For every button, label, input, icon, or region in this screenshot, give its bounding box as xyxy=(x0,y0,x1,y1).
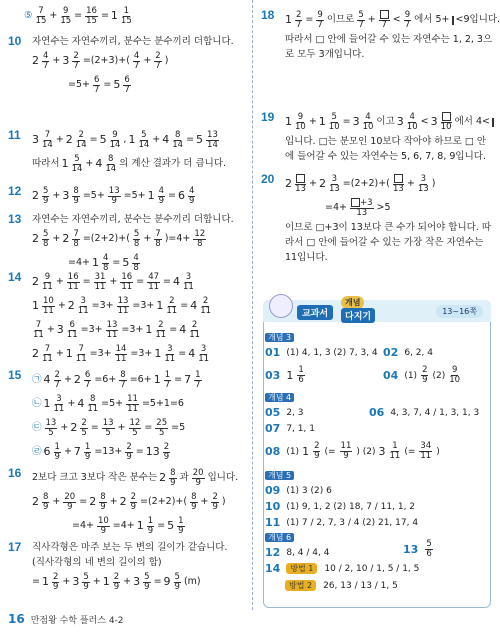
section-label: 개념 3 xyxy=(265,332,294,343)
problem-17: 17 직사각형은 마주 보는 두 변의 길이가 같습니다. (직사각형의 네 변의 길이의 합) = 1 $\frac{2}{9}$ + 3 $\frac{5}{9}$ + 1 $\frac{2}{9}$ + 3 $\frac{5}{9}$ = 9 $\frac{5}{9}$ (m) xyxy=(8,540,246,594)
answer-02: 02 6, 2, 4 xyxy=(383,346,433,359)
problem-16: 16 2보다 크고 3보다 작은 분수는 2 $\frac{8}{9}$ 과 $\frac{20}{9}$ 입니다. 2 $\frac{8}{9}$ + $\frac{20}{9}$ = 2 $\frac{8}{9}$ + 2 $\frac{2}{9}$ =(2+2)+( $\frac{8}{9}$ + $\frac{2}{9}$ ) =4+ $\frac{10}{9}$ =4+ 1 $\frac{1}{9}$ = 5 $\frac{1}{9}$ xyxy=(8,466,246,538)
answer-04: 04 (1) $\frac{2}{9}$ (2) $\frac{9}{10}$ xyxy=(383,365,461,385)
p18-text: 따라서 □ 안에 들어갈 수 있는 자연수는 1, 2, 3으로 모두 3개입니다. xyxy=(285,34,493,60)
panel-title-1: 교과서 xyxy=(297,305,333,320)
answer-06: 06 4, 3, 7, 4 / 1, 3, 1, 3 xyxy=(369,406,480,419)
panel-header xyxy=(263,300,491,322)
problem-number: 12 xyxy=(8,184,22,198)
answer-14: 14 방법 1 10 / 2, 10 / 1, 5 / 1, 5 xyxy=(265,562,420,575)
problem-number: 20 xyxy=(261,172,275,186)
problem-number: 10 xyxy=(8,34,22,48)
panel-title-2: 개념 xyxy=(341,296,364,309)
answer-13: 13 $\frac{5}{6}$ xyxy=(403,539,432,559)
problem-11: 11 3 $\frac{7}{14}$ + 2 $\frac{2}{14}$ = 5 $\frac{9}{14}$ , 1 $\frac{5}{14}$ + 4 $\frac{8}{14}$ = 5 $\frac{13}{14}$ 따라서 1 $\frac{5}{14}$ + 4 $\frac{8}{14}$ 의 계산 결과가 더 큽니다. xyxy=(8,128,246,176)
p9-line: ⑤ $\frac{7}{15}$ + $\frac{9}{15}$ = $\frac{16}{15}$ = 1 $\frac{1}{15}$ xyxy=(24,5,132,26)
answer-01: 01 (1) 4, 1, 3 (2) 7, 3, 4 xyxy=(265,346,378,359)
problem-20: 20 2 13 + 2 $\frac{3}{13}$ =(2+2)+( 13 + $\frac{3}{13}$ ) =4+ $\frac{+3}{13}$ >5 이므로 □+3이 13보다 큰 수가 되어야 합니다. 따라서 □ 안에 들어갈 수 있는 가장 작은 자연수는 11입니다. xyxy=(261,172,494,265)
problem-number: 14 xyxy=(8,270,22,284)
penguin-mascot-icon xyxy=(269,294,293,318)
problem-number: 13 xyxy=(8,212,22,226)
problem-19: 19 1 $\frac{9}{10}$ + 1 $\frac{5}{10}$ = 3 $\frac{4}{10}$ 이고 3 $\frac{4}{10}$ < 3 10 에서 4< 입니다. □는 분모인 10보다 작아야 하므로 □ 안에 들어갈 수 있는 자연수는 5, 6, 7, 8, 9입니다. xyxy=(261,110,494,164)
problem-number: 19 xyxy=(261,110,275,124)
section-label: 개념 5 xyxy=(265,470,294,481)
problem-10: 10 자연수는 자연수끼리, 분수는 분수끼리 더합니다. 2 $\frac{4}{7}$ + 3 $\frac{2}{7}$ =(2+3)+( $\frac{4}{7}$ + $\frac{2}{7}$ ) =5+ $\frac{6}{7}$ = 5 $\frac{6}{7}$ xyxy=(8,34,246,97)
answer-11: 11 (1) 7 / 2, 7, 3 / 4 (2) 21, 17, 4 xyxy=(265,516,419,529)
section-label: 개념 6 xyxy=(265,532,294,543)
answer-09: 09 (1) 3 (2) 6 xyxy=(265,484,332,497)
left-column xyxy=(0,0,252,610)
book-title: 만점왕 수학 플러스 4-2 xyxy=(30,616,124,626)
problem-9-tail xyxy=(8,5,246,26)
p11-text: 따라서 1 $\frac{5}{14}$ + 4 $\frac{8}{14}$ 의 계산 결과가 더 큽니다. xyxy=(32,153,227,174)
problem-number: 16 xyxy=(8,466,22,480)
page-footer xyxy=(8,612,124,626)
answer-10: 10 (1) 9, 1, 2 (2) 18, 7 / 11, 1, 2 xyxy=(265,500,416,513)
problem-12: 12 2 $\frac{5}{9}$ + 3 $\frac{8}{9}$ =5+ $\frac{13}{9}$ =5+ 1 $\frac{4}{9}$ = 6 $\frac{4}{9}$ xyxy=(8,184,195,206)
p16-text: 2보다 크고 3보다 작은 분수는 2 $\frac{8}{9}$ 과 $\frac{20}{9}$ 입니다. xyxy=(32,467,239,488)
problem-14: 14 2 $\frac{9}{11}$ + $\frac{16}{11}$ = $\frac{31}{11}$ + $\frac{16}{11}$ = $\frac{47}{11}$ = 4 $\frac{3}{11}$ 1 $\frac{10}{11}$ + 2 $\frac{3}{11}$ =3+ $\frac{13}{11}$ =3+ 1 $\frac{2}{11}$ = 4 $\frac{2}{11}$ $\frac{7}{11}$ + 3 $\frac{6}{11}$ =3+ $\frac{13}{11}$ =3+ 1 $\frac{2}{11}$ = 4 $\frac{2}{11}$ 2 $\frac{7}{11}$ + 1 $\frac{7}{11}$ =3+ $\frac{14}{11}$ =3+ 1 $\frac{3}{11}$ = 4 $\frac{3}{11}$ xyxy=(8,270,212,364)
answer-08: 08 (1) 1 $\frac{2}{9}$ (= $\frac{11}{9}$ ) (2) 3 $\frac{1}{11}$ (= $\frac{34}{11}$ ) xyxy=(265,441,440,461)
problem-number: 15 xyxy=(8,368,22,382)
p13-text: 자연수는 자연수끼리, 분수는 분수끼리 더합니다. xyxy=(32,214,234,225)
problem-number: 11 xyxy=(8,128,21,142)
problem-13: 13 자연수는 자연수끼리, 분수는 분수끼리 더합니다. 2 $\frac{5}{8}$ + 2 $\frac{7}{8}$ =(2+2)+( $\frac{5}{8}$ + $\frac{7}{8}$ )=4+ $\frac{12}{8}$ =4+ 1 $\frac{4}{8}$ = 5 $\frac{4}{8}$ xyxy=(8,212,246,275)
problem-number: 17 xyxy=(8,540,22,554)
section-label: 개념 4 xyxy=(265,392,294,403)
p10-text: 자연수는 자연수끼리, 분수는 분수끼리 더합니다. xyxy=(32,36,234,47)
p20-text: 이므로 □+3이 13보다 큰 수가 되어야 합니다. 따라서 □ 안에 들어갈 수 있는 가장 작은 자연수는 11입니다. xyxy=(285,222,492,263)
answer-14-method2: 방법 2 26, 13 / 13 / 1, 5 xyxy=(285,580,398,591)
p17-text: 직사각형은 마주 보는 두 변의 길이가 같습니다. xyxy=(32,542,228,553)
page-number: 16 xyxy=(8,612,25,626)
panel-pages: 13~16쪽 xyxy=(436,305,483,318)
p17-text2: (직사각형의 네 변의 길이의 합) xyxy=(32,557,162,568)
right-column xyxy=(252,0,500,610)
problem-number: 18 xyxy=(261,8,275,22)
answer-03: 03 1 $\frac{1}{6}$ xyxy=(265,365,304,385)
answer-05: 05 2, 3 xyxy=(265,406,304,419)
answer-07: 07 7, 1, 1 xyxy=(265,422,315,435)
p19-text: 입니다. □는 분모인 10보다 작아야 하므로 □ 안에 들어갈 수 있는 자연수는 5, 6, 7, 8, 9입니다. xyxy=(285,136,487,162)
problem-18: 18 1 $\frac{2}{7}$ = $\frac{9}{7}$ 이므로 $\frac{5}{7}$ + 7 < $\frac{9}{7}$ 에서 5+ <9입니다. 따라서 □ 안에 들어갈 수 있는 자연수는 1, 2, 3으로 모두 3개입니다. xyxy=(261,8,500,60)
problem-15: 15 ㉠ 4 $\frac{2}{7}$ + 2 $\frac{6}{7}$ =6+ $\frac{8}{7}$ =6+ 1 $\frac{1}{7}$ = 7 $\frac{1}{7}$ ㉡ 1 $\frac{3}{11}$ + 4 $\frac{8}{11}$ =5+ $\frac{11}{11}$ =5+1=6 ㉢ $\frac{13}{5}$ + 2 $\frac{2}{5}$ = $\frac{13}{5}$ + $\frac{12}{5}$ = $\frac{25}{5}$ =5 ㉣ 6 $\frac{1}{9}$ + 7 $\frac{1}{9}$ =13+ $\frac{2}{9}$ = 13 $\frac{2}{9}$ xyxy=(8,368,201,462)
panel-title-3: 다지기 xyxy=(341,308,375,323)
answer-12: 12 8, 4 / 4, 4 xyxy=(265,546,330,559)
